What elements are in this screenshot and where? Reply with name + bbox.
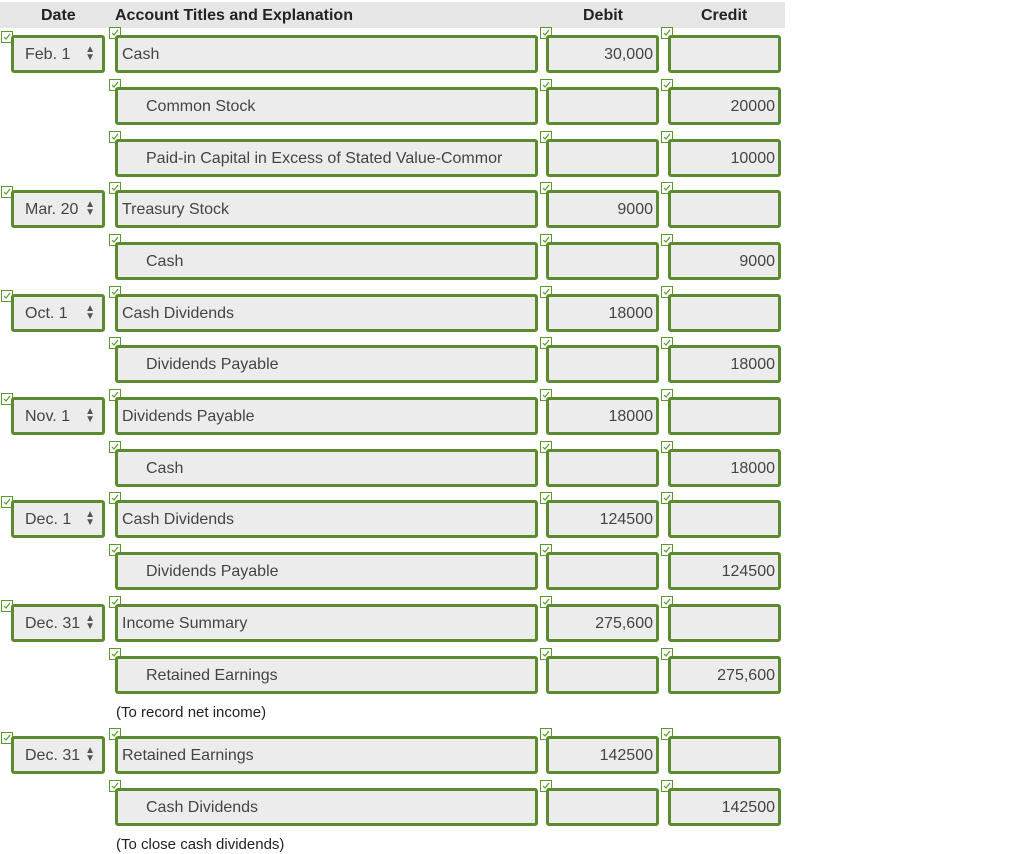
debit-value: 124500 (599, 511, 653, 528)
date-value: Feb. 1 (25, 46, 71, 63)
date-value: Dec. 31 (25, 615, 81, 632)
debit-input[interactable] (546, 500, 659, 538)
debit-input[interactable] (546, 190, 659, 228)
account-title-input[interactable] (115, 397, 538, 435)
credit-input[interactable] (668, 242, 781, 280)
journal-row (0, 336, 785, 388)
debit-input[interactable] (546, 736, 659, 774)
account-title-value: Income Summary (122, 615, 248, 632)
spinner-arrows-icon: ▲ ▼ (85, 199, 95, 218)
credit-input[interactable] (668, 397, 781, 435)
account-title-value: Retained Earnings (122, 747, 254, 764)
credit-input[interactable] (668, 736, 781, 774)
credit-input[interactable] (668, 552, 781, 590)
header-debit: Debit (583, 7, 623, 24)
account-title-input[interactable] (115, 604, 538, 642)
account-title-value: Dividends Payable (146, 563, 279, 580)
journal-row (0, 440, 785, 492)
account-title-input[interactable] (115, 656, 538, 694)
account-title-input[interactable] (115, 242, 538, 280)
journal-header (0, 2, 785, 28)
debit-value: 18000 (608, 305, 653, 322)
date-select[interactable] (11, 294, 105, 332)
credit-value: 20000 (730, 98, 775, 115)
journal-row (0, 543, 785, 595)
date-select[interactable] (11, 500, 105, 538)
journal-row (0, 388, 785, 440)
date-select[interactable] (11, 736, 105, 774)
account-title-value: Cash Dividends (146, 799, 259, 816)
spinner-arrows-icon: ▲ ▼ (85, 613, 95, 632)
journal-row (0, 285, 785, 337)
journal-row (0, 233, 785, 285)
journal-row (0, 595, 785, 647)
account-title-value: Cash Dividends (122, 305, 235, 322)
account-title-input[interactable] (115, 87, 538, 125)
debit-value: 9000 (617, 201, 653, 218)
note-close-dividends: (To close cash dividends) (116, 836, 285, 853)
account-title-input[interactable] (115, 139, 538, 177)
credit-input[interactable] (668, 87, 781, 125)
date-value: Nov. 1 (25, 408, 71, 425)
spinner-arrows-icon: ▲ ▼ (85, 745, 95, 764)
credit-value: 18000 (730, 460, 775, 477)
credit-value: 275,600 (717, 667, 775, 684)
account-title-input[interactable] (115, 788, 538, 826)
account-title-input[interactable] (115, 35, 538, 73)
spinner-arrows-icon: ▲ ▼ (85, 44, 95, 63)
date-value: Dec. 1 (25, 511, 72, 528)
debit-input[interactable] (546, 656, 659, 694)
journal-row (0, 26, 785, 78)
spinner-arrows-icon: ▲ ▼ (85, 303, 95, 322)
account-title-value: Cash (122, 46, 160, 63)
account-title-input[interactable] (115, 294, 538, 332)
account-title-value: Cash Dividends (122, 511, 235, 528)
credit-value: 142500 (721, 799, 775, 816)
account-title-value: Paid-in Capital in Excess of Stated Value-Commor (146, 150, 503, 167)
credit-input[interactable] (668, 656, 781, 694)
account-title-input[interactable] (115, 345, 538, 383)
journal-row (0, 181, 785, 233)
header-date: Date (41, 7, 76, 24)
date-value: Oct. 1 (25, 305, 68, 322)
credit-value: 9000 (739, 253, 775, 270)
account-title-value: Dividends Payable (122, 408, 255, 425)
credit-input[interactable] (668, 294, 781, 332)
date-select[interactable] (11, 190, 105, 228)
date-select[interactable] (11, 397, 105, 435)
account-title-input[interactable] (115, 500, 538, 538)
credit-value: 10000 (730, 150, 775, 167)
account-title-value: Cash (146, 460, 184, 477)
journal-row (0, 78, 785, 130)
journal-row (0, 130, 785, 182)
journal-row (0, 491, 785, 543)
debit-input[interactable] (546, 87, 659, 125)
account-title-value: Retained Earnings (146, 667, 278, 684)
debit-input[interactable] (546, 552, 659, 590)
credit-input[interactable] (668, 500, 781, 538)
account-title-value: Dividends Payable (146, 356, 279, 373)
credit-value: 124500 (721, 563, 775, 580)
credit-input[interactable] (668, 449, 781, 487)
account-title-input[interactable] (115, 449, 538, 487)
debit-input[interactable] (546, 788, 659, 826)
debit-value: 30,000 (604, 46, 653, 63)
debit-value: 18000 (608, 408, 653, 425)
account-title-input[interactable] (115, 190, 538, 228)
debit-input[interactable] (546, 345, 659, 383)
journal-row (0, 727, 785, 779)
account-title-input[interactable] (115, 736, 538, 774)
account-title-value: Cash (146, 253, 184, 270)
credit-input[interactable] (668, 788, 781, 826)
account-title-input[interactable] (115, 552, 538, 590)
date-select[interactable] (11, 604, 105, 642)
credit-input[interactable] (668, 190, 781, 228)
account-title-value: Common Stock (146, 98, 256, 115)
header-credit: Credit (701, 7, 748, 24)
note-net-income: (To record net income) (116, 704, 267, 721)
date-value: Mar. 20 (25, 201, 79, 218)
credit-input[interactable] (668, 35, 781, 73)
journal-row (0, 779, 785, 831)
credit-value: 18000 (730, 356, 775, 373)
debit-input[interactable] (546, 35, 659, 73)
debit-input[interactable] (546, 242, 659, 280)
debit-input[interactable] (546, 449, 659, 487)
credit-input[interactable] (668, 345, 781, 383)
account-title-value: Treasury Stock (122, 201, 229, 218)
header-account: Account Titles and Explanation (115, 7, 353, 24)
debit-value: 275,600 (595, 615, 653, 632)
spinner-arrows-icon: ▲ ▼ (85, 509, 95, 528)
debit-value: 142500 (599, 747, 653, 764)
debit-input[interactable] (546, 139, 659, 177)
debit-input[interactable] (546, 604, 659, 642)
credit-input[interactable] (668, 139, 781, 177)
spinner-arrows-icon: ▲ ▼ (85, 406, 95, 425)
credit-input[interactable] (668, 604, 781, 642)
journal-row (0, 647, 785, 699)
date-value: Dec. 31 (25, 747, 81, 764)
date-select[interactable] (11, 35, 105, 73)
debit-input[interactable] (546, 397, 659, 435)
debit-input[interactable] (546, 294, 659, 332)
